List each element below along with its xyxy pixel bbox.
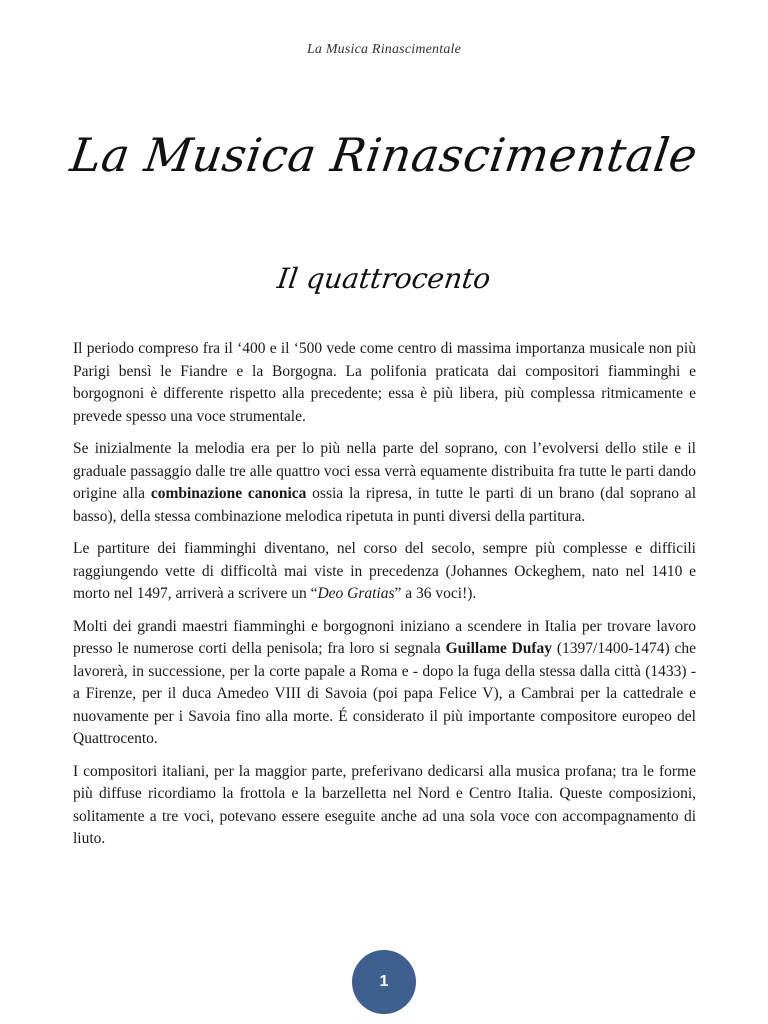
paragraph-5: I compositori italiani, per la maggior parte, preferivano dedicarsi alla musica profana; tra le forme più diffuse ricordiamo la frottola e la barzelletta nel Nord e Centro Italia. Queste composizioni, solitamente a tre voci, potevano essere eseguite anche ad una sola voce con accompagnamento di liuto. — [73, 762, 696, 847]
paragraph-2 — [73, 438, 696, 528]
paragraph-4-bold-name: Guillame Dufay — [445, 640, 553, 657]
paragraph-3-text-cont: ” a 36 voci!). — [394, 585, 477, 602]
page-number-badge — [352, 950, 416, 1014]
section-title: Il quattrocento — [275, 262, 493, 295]
body-text — [73, 338, 696, 861]
paragraph-2-bold-term: combinazione canonica — [150, 485, 307, 502]
paragraph-3-text: Le partiture dei fiamminghi diventano, nel corso del secolo, sempre più complesse e difficili raggiungendo vette di difficoltà mai viste in precedenza (Johannes Ockeghem, nato nel 1410 e morto nel 1497, arriverà a scrivere un “ — [73, 540, 696, 602]
running-header: La Musica Rinascimentale — [306, 42, 462, 57]
paragraph-4-text-cont: (1397/1400-1474) che lavorerà, in successione, per la corte papale a Roma e - dopo la fuga della stessa dalla città (1433) - a Firenze, per il duca Amedeo VIII di Savoia (poi papa Felice V), a Cambrai per la cattedrale e nuovamente per i Savoia fino alla morte. É considerato il più importante compositore europeo del Quattrocento. — [73, 640, 696, 747]
paragraph-3 — [73, 538, 696, 606]
paragraph-2-text-cont: ossia la ripresa, in tutte le parti di un brano (dal soprano al basso), della stessa combinazione melodica ripetuta in punti diversi della partitura. — [73, 485, 696, 525]
page-title: La Musica Rinascimentale — [67, 128, 701, 182]
paragraph-3-italic-title: Deo Gratias — [317, 585, 395, 602]
paragraph-2-text: Se inizialmente la melodia era per lo più nella parte del soprano, con l’evolversi dello stile e il graduale passaggio dalle tre alle quattro voci essa verrà equamente distribuita fra tutte le parti dando origine alla — [73, 440, 696, 502]
page-number: 1 — [379, 973, 389, 990]
paragraph-4 — [73, 616, 696, 751]
paragraph-4-text: Molti dei grandi maestri fiamminghi e borgognoni iniziano a scendere in Italia per trovare lavoro presso le numerose corti della penisola; fra loro si segnala — [73, 617, 696, 657]
paragraph-1: Il periodo compreso fra il ‘400 e il ‘500 vede come centro di massima importanza musicale non più Parigi bensì le Fiandre e la Borgogna. La polifonia praticata dai compositori fiamminghi e borgognoni è differente rispetto alla precedente; essa è più libera, più complessa ritmicamente e prevede spesso una voce strumentale. — [73, 340, 696, 425]
